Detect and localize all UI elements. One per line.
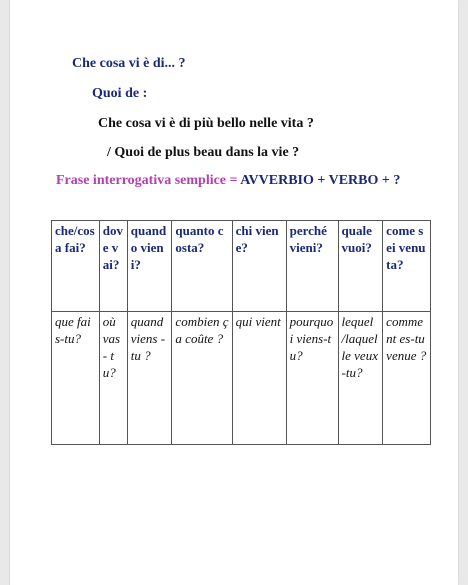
table-cell: dove vai? [99, 221, 127, 312]
table-cell: où vas - tu? [99, 312, 127, 445]
table-cell: che/cosa fai? [52, 221, 100, 312]
table-cell: qui vient [232, 312, 286, 445]
document-page [10, 0, 458, 585]
table-cell: combien ça coûte ? [172, 312, 232, 445]
question-line-2: Quoi de : [92, 86, 148, 101]
table-row-italian [52, 221, 431, 312]
table-cell: come sei venuta? [383, 221, 431, 312]
table-cell: quale vuoi? [338, 221, 383, 312]
table-cell: que fais-tu? [52, 312, 100, 445]
grammar-rule-formula: AVVERBIO + VERBO + ? [240, 173, 401, 188]
grammar-rule [56, 172, 436, 189]
table-row-french [52, 312, 431, 445]
table-cell: quando vieni? [127, 221, 172, 312]
grammar-rule-label: Frase interrogativa semplice = [56, 173, 241, 188]
table-cell: chi viene? [232, 221, 286, 312]
table-cell: perché vieni? [286, 221, 338, 312]
table-cell: quanto costa? [172, 221, 232, 312]
table-cell: quand viens -tu ? [127, 312, 172, 445]
vocabulary-table [51, 220, 431, 445]
table-cell: lequel /laquelle veux-tu? [338, 312, 383, 445]
table-cell: pourquoi viens-tu? [286, 312, 338, 445]
table-cell: comment es-tu venue ? [383, 312, 431, 445]
example-italian: Che cosa vi è di più bello nelle vita ? [98, 116, 314, 131]
example-french: / Quoi de plus beau dans la vie ? [107, 145, 300, 160]
question-line-1: Che cosa vi è di... ? [72, 56, 186, 71]
